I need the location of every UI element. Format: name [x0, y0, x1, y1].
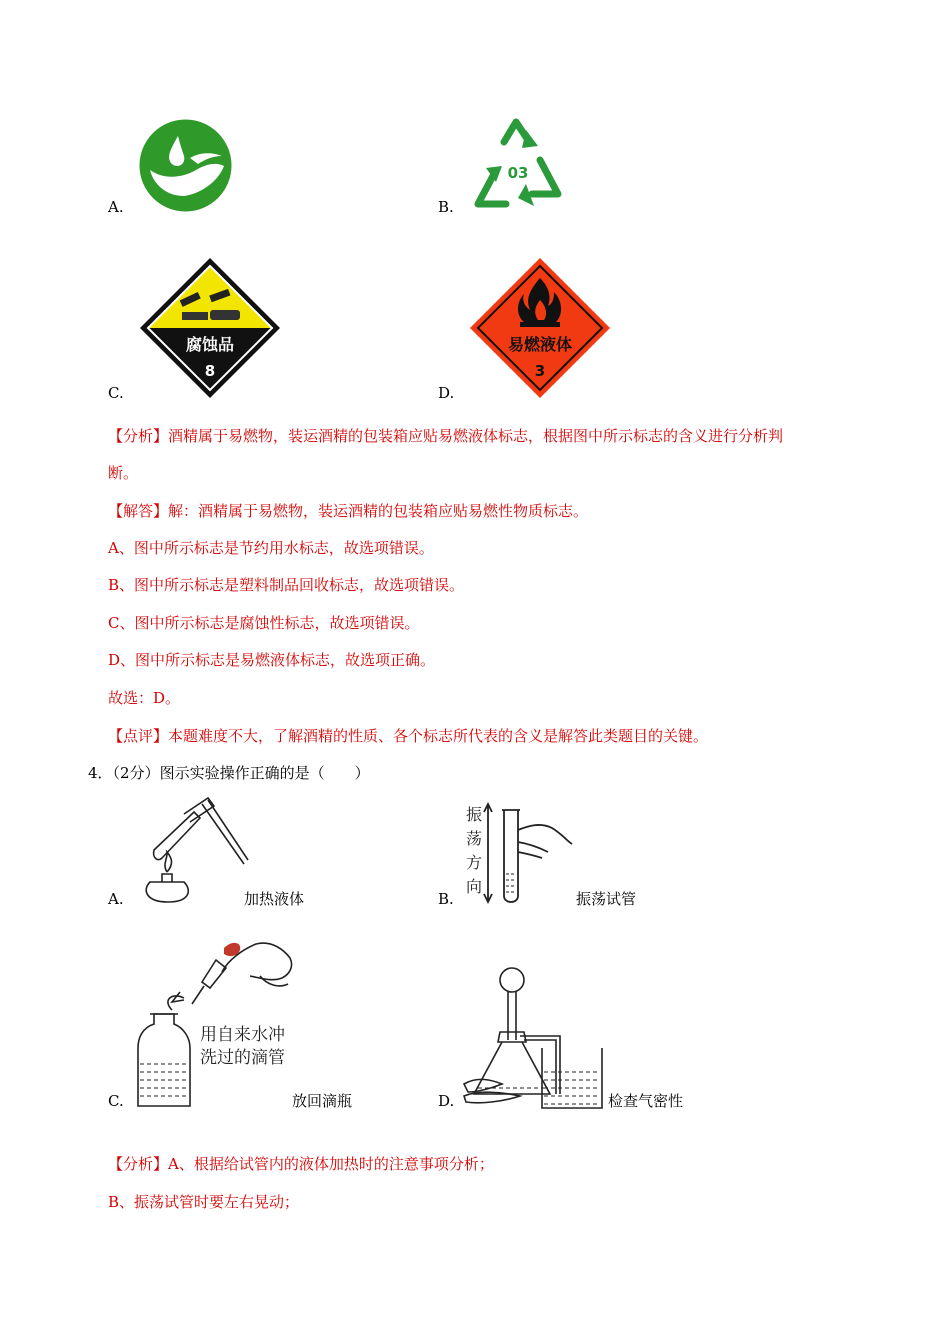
q4-option-a-caption: 加热液体 — [244, 890, 305, 908]
water-saving-icon — [138, 118, 233, 213]
q4-option-b-letter: B. — [438, 890, 454, 908]
q4-option-d — [438, 964, 738, 1114]
shaking-tube-figure — [462, 800, 582, 908]
q4-option-b — [438, 800, 738, 912]
q3-comment: 【点评】本题难度不大，了解酒精的性质、各个标志所代表的含义是解答此类题目的关键。 — [108, 727, 709, 745]
q4-analysis-b: B、振荡试管时要左右晃动； — [108, 1193, 300, 1211]
shaking-label-4: 向 — [466, 877, 483, 896]
dropper-label-1: 用自来水冲 — [200, 1025, 285, 1045]
q4-analysis-a: 【分析】A、根据给试管内的液体加热时的注意事项分析； — [108, 1155, 494, 1173]
q3-analysis-line1: 【分析】酒精属于易燃物，装运酒精的包装箱应贴易燃液体标志，根据图中所示标志的含义进行分析判 — [108, 427, 784, 445]
q3-option-b-explain: B、图中所示标志是塑料制品回收标志，故选项错误。 — [108, 576, 465, 594]
recycle-icon — [466, 116, 570, 212]
option-c-letter: C. — [108, 384, 124, 402]
recycle-code: 03 — [507, 164, 529, 182]
flammable-liquid-icon — [468, 256, 612, 400]
dropper-bottle-figure — [132, 930, 312, 1110]
option-b — [438, 116, 588, 218]
q3-analysis-line2: 断。 — [108, 464, 139, 482]
option-a — [108, 118, 248, 218]
corrosive-label: 腐蚀品 — [185, 335, 235, 354]
corrosive-icon — [138, 256, 282, 400]
shaking-label-3: 方 — [466, 853, 483, 872]
flammable-class: 3 — [534, 362, 546, 380]
option-c — [108, 256, 288, 404]
q3-choice: 故选：D。 — [108, 689, 181, 707]
shaking-label-2: 荡 — [466, 829, 483, 848]
airtightness-figure — [462, 964, 612, 1110]
heating-liquid-figure — [132, 792, 252, 907]
q3-answer: 【解答】解：酒精属于易燃物，装运酒精的包装箱应贴易燃性物质标志。 — [108, 502, 589, 520]
q4-option-c-letter: C. — [108, 1092, 124, 1110]
flammable-label: 易燃液体 — [507, 335, 573, 354]
dropper-label-2: 洗过的滴管 — [200, 1048, 285, 1068]
option-d — [438, 256, 618, 404]
q4-option-d-letter: D. — [438, 1092, 455, 1110]
q3-option-a-explain: A、图中所示标志是节约用水标志，故选项错误。 — [108, 539, 434, 557]
q4-option-d-caption: 检查气密性 — [608, 1092, 684, 1110]
q4-stem: 4．（2分）图示实验操作正确的是（ ） — [88, 764, 370, 782]
q3-option-d-explain: D、图中所示标志是易燃液体标志，故选项正确。 — [108, 651, 436, 669]
q4-option-c — [108, 930, 428, 1114]
option-a-letter: A. — [108, 198, 124, 216]
shaking-label-1: 振 — [466, 805, 483, 824]
q4-option-a-letter: A. — [108, 890, 124, 908]
option-d-letter: D. — [438, 384, 455, 402]
corrosive-class: 8 — [204, 362, 216, 380]
q4-option-c-caption: 放回滴瓶 — [292, 1092, 353, 1110]
q3-option-c-explain: C、图中所示标志是腐蚀性标志，故选项错误。 — [108, 614, 420, 632]
q4-option-a — [108, 792, 428, 912]
q4-option-b-caption: 振荡试管 — [576, 890, 637, 908]
option-b-letter: B. — [438, 198, 454, 216]
